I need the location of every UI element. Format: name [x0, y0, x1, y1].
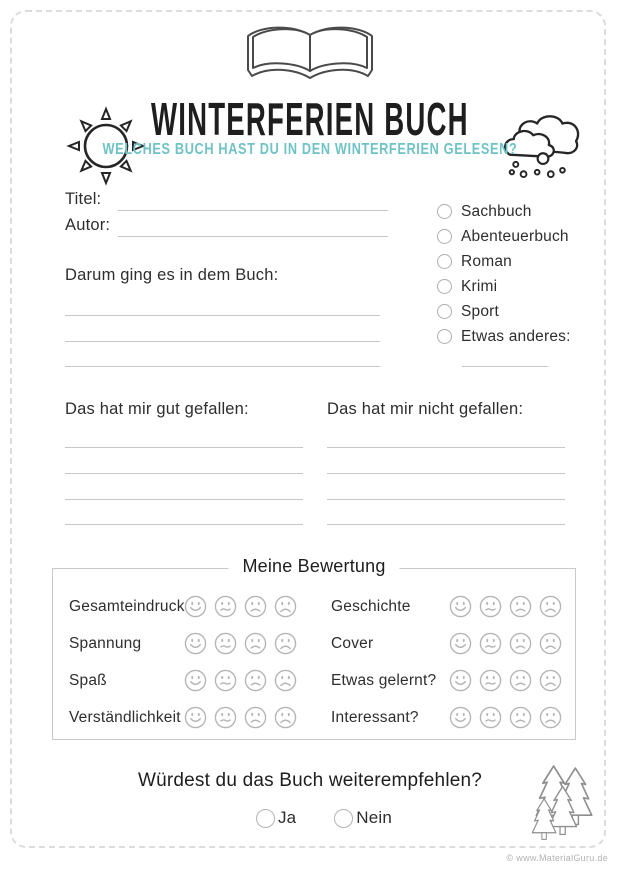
very-sad-face-icon[interactable] — [274, 632, 297, 655]
checkbox-circle[interactable] — [256, 809, 275, 828]
happy-face-icon[interactable] — [184, 669, 207, 692]
genre-label: Krimi — [461, 277, 498, 295]
fir-trees-icon — [530, 764, 594, 853]
checkbox-circle[interactable] — [437, 304, 452, 319]
sad-face-icon[interactable] — [509, 632, 532, 655]
smiley-scale — [184, 669, 297, 692]
happy-face-icon[interactable] — [449, 632, 472, 655]
checkbox-circle[interactable] — [437, 329, 452, 344]
genre-item-etwas-anderes[interactable] — [437, 329, 571, 344]
unsure-face-icon[interactable] — [214, 632, 237, 655]
unsure-face-icon[interactable] — [214, 669, 237, 692]
genre-label: Sachbuch — [461, 202, 532, 220]
disliked-write-line[interactable] — [327, 473, 565, 474]
smiley-scale — [449, 669, 562, 692]
happy-face-icon[interactable] — [184, 632, 207, 655]
sad-face-icon[interactable] — [509, 669, 532, 692]
rating-label: Spaß — [69, 671, 107, 689]
option-label: Nein — [356, 808, 393, 827]
open-book-icon — [243, 21, 377, 96]
author-write-line[interactable] — [118, 236, 388, 237]
smiley-scale — [449, 706, 562, 729]
rating-label: Interessant? — [331, 708, 419, 726]
very-sad-face-icon[interactable] — [539, 595, 562, 618]
very-sad-face-icon[interactable] — [274, 706, 297, 729]
sad-face-icon[interactable] — [509, 595, 532, 618]
very-sad-face-icon[interactable] — [274, 595, 297, 618]
rating-left-column — [69, 595, 297, 729]
rating-row-spannung — [69, 632, 297, 655]
page-subtitle: WELCHES BUCH HAST DU IN DEN WINTERFERIEN GELESEN? — [102, 141, 518, 158]
rating-row-etwas-gelernt — [331, 669, 562, 692]
title-label: Titel: — [65, 190, 102, 208]
genre-label: Etwas anderes: — [461, 327, 571, 345]
sad-face-icon[interactable] — [509, 706, 532, 729]
other-genre-write-line[interactable] — [462, 366, 548, 367]
genre-label: Abenteuerbuch — [461, 227, 569, 245]
rating-row-cover — [331, 632, 562, 655]
page-title: WINTERFERIEN BUCH — [151, 93, 469, 145]
disliked-write-line[interactable] — [327, 499, 565, 500]
unsure-face-icon[interactable] — [479, 706, 502, 729]
liked-write-line[interactable] — [65, 499, 303, 500]
rating-label: Verständlichkeit — [69, 708, 181, 726]
very-sad-face-icon[interactable] — [539, 669, 562, 692]
summary-label: Darum ging es in dem Buch: — [65, 266, 279, 284]
disliked-write-line[interactable] — [327, 524, 565, 525]
genre-item-sachbuch[interactable] — [437, 204, 571, 219]
recommend-question: Würdest du das Buch weiterempfehlen? — [137, 770, 483, 791]
liked-label: Das hat mir gut gefallen: — [65, 400, 249, 418]
liked-write-line[interactable] — [65, 473, 303, 474]
summary-write-line[interactable] — [65, 341, 380, 342]
happy-face-icon[interactable] — [449, 595, 472, 618]
author-label: Autor: — [65, 216, 111, 234]
unsure-face-icon[interactable] — [214, 706, 237, 729]
happy-face-icon[interactable] — [184, 595, 207, 618]
genre-item-abenteuerbuch[interactable] — [437, 229, 571, 244]
unsure-face-icon[interactable] — [479, 669, 502, 692]
sad-face-icon[interactable] — [244, 669, 267, 692]
smiley-scale — [184, 595, 297, 618]
option-label: Ja — [277, 808, 297, 827]
liked-write-line[interactable] — [65, 524, 303, 525]
genre-label: Roman — [461, 252, 512, 270]
genre-item-krimi[interactable] — [437, 279, 571, 294]
happy-face-icon[interactable] — [184, 706, 207, 729]
unsure-face-icon[interactable] — [479, 632, 502, 655]
rating-row-interessant — [331, 706, 562, 729]
disliked-write-line[interactable] — [327, 447, 565, 448]
title-write-line[interactable] — [118, 210, 388, 211]
smiley-scale — [449, 595, 562, 618]
rating-label: Cover — [331, 634, 374, 652]
very-sad-face-icon[interactable] — [539, 706, 562, 729]
disliked-label: Das hat mir nicht gefallen: — [327, 400, 524, 418]
rating-label: Etwas gelernt? — [331, 671, 437, 689]
rating-row-gesamteindruck — [69, 595, 297, 618]
rating-label: Geschichte — [331, 597, 411, 615]
genre-item-roman[interactable] — [437, 254, 571, 269]
rating-label: Spannung — [69, 634, 142, 652]
rating-label: Gesamteindruck — [69, 597, 185, 615]
happy-face-icon[interactable] — [449, 706, 472, 729]
genre-label: Sport — [461, 302, 500, 320]
summary-write-line[interactable] — [65, 366, 380, 367]
smiley-scale — [184, 706, 297, 729]
summary-write-line[interactable] — [65, 315, 380, 316]
genre-checklist — [437, 204, 571, 344]
checkbox-circle[interactable] — [334, 809, 353, 828]
rating-row-spass — [69, 669, 297, 692]
smiley-scale — [449, 632, 562, 655]
checkbox-circle[interactable] — [437, 229, 452, 244]
checkbox-circle[interactable] — [437, 254, 452, 269]
rating-right-column — [331, 595, 562, 729]
sad-face-icon[interactable] — [244, 632, 267, 655]
sad-face-icon[interactable] — [244, 706, 267, 729]
checkbox-circle[interactable] — [437, 204, 452, 219]
rating-row-geschichte — [331, 595, 562, 618]
rating-box-title: Meine Bewertung — [228, 556, 399, 577]
sad-face-icon[interactable] — [244, 595, 267, 618]
rating-row-verstaendlichkeit — [69, 706, 297, 729]
copyright-text: © www.MaterialGuru.de — [506, 853, 608, 863]
smiley-scale — [184, 632, 297, 655]
checkbox-circle[interactable] — [437, 279, 452, 294]
very-sad-face-icon[interactable] — [539, 632, 562, 655]
recommend-option-ja[interactable] — [256, 808, 296, 828]
rating-box — [52, 556, 576, 740]
liked-write-line[interactable] — [65, 447, 303, 448]
very-sad-face-icon[interactable] — [274, 669, 297, 692]
unsure-face-icon[interactable] — [479, 595, 502, 618]
recommend-option-nein[interactable] — [334, 808, 392, 828]
genre-item-sport[interactable] — [437, 304, 571, 319]
happy-face-icon[interactable] — [449, 669, 472, 692]
unsure-face-icon[interactable] — [214, 595, 237, 618]
